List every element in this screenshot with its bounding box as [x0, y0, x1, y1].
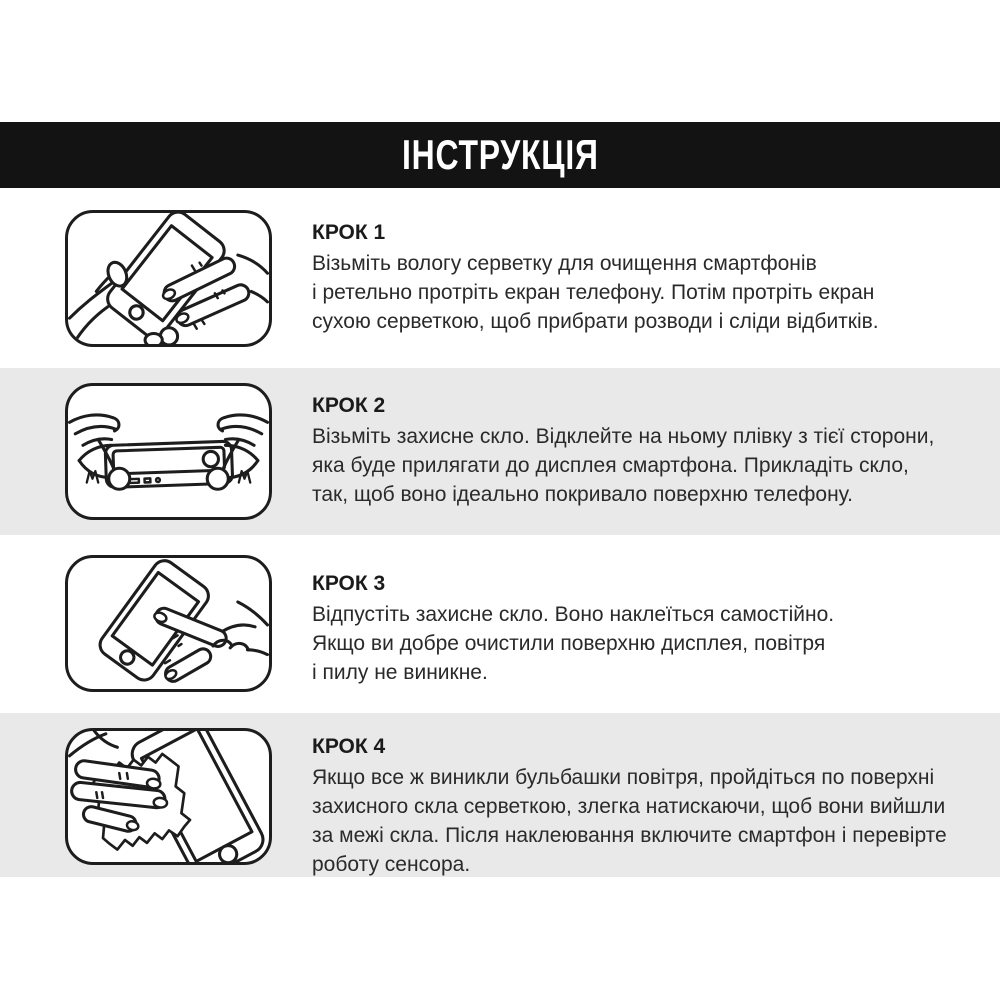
step-1-text: [312, 221, 879, 368]
step-3-line-1: Відпустіть захисне скло. Воно наклеїться самостійно.: [312, 603, 835, 626]
step-2-illustration: [65, 383, 272, 520]
step-1-illustration: [65, 210, 272, 347]
wipe-phone-icon: [68, 213, 269, 344]
step-2-line-1: Візьміть захисне скло. Відклейте на ньому плівку з тієї сторони,: [312, 425, 935, 448]
step-1-line-1: Візьміть вологу серветку для очищення смартфонів: [312, 252, 817, 275]
step-3-heading: КРОК 3: [312, 572, 386, 595]
step-section-3: [0, 535, 1000, 713]
step-2-heading: КРОК 2: [312, 394, 386, 417]
step-3-illustration: [65, 555, 272, 692]
step-2-line-2: яка буде прилягати до дисплея смартфона. Прикладіть скло,: [312, 454, 909, 477]
step-4-line-3: за межі скла. Після наклеювання включите смартфон і перевірте: [312, 824, 947, 847]
step-3-line-2: Якщо ви добре очистили поверхню дисплея, повітря: [312, 632, 826, 655]
step-4-line-2: захисного скла серветкою, злегка натискаючи, щоб вони вийшли: [312, 795, 946, 818]
step-1-line-3: сухою серветкою, щоб прибрати розводи і сліди відбитків.: [312, 310, 879, 333]
page-title: ІНСТРУКЦІЯ: [401, 131, 599, 178]
steps-container: [0, 188, 1000, 877]
step-section-4: [0, 713, 1000, 877]
step-1-heading: КРОК 1: [312, 221, 386, 244]
step-3-line-3: і пилу не виникне.: [312, 661, 488, 684]
step-section-1: [0, 188, 1000, 368]
step-4-line-1: Якщо все ж виникли бульбашки повітря, пройдіться по поверхні: [312, 766, 935, 789]
step-1-line-2: і ретельно протріть екран телефону. Потім протріть екран: [312, 281, 875, 304]
title-banner: [0, 122, 1000, 188]
step-4-line-4: роботу сенсора.: [312, 853, 471, 876]
step-4-illustration: [65, 728, 272, 865]
smooth-cloth-icon: [68, 731, 269, 862]
press-glass-icon: [68, 558, 269, 689]
hold-glass-icon: [68, 386, 269, 517]
step-3-text: [312, 572, 834, 713]
step-2-text: [312, 394, 934, 535]
step-section-2: [0, 368, 1000, 535]
step-4-text: [312, 735, 947, 877]
step-2-line-3: так, щоб воно ідеально покривало поверхню телефону.: [312, 483, 853, 506]
step-4-heading: КРОК 4: [312, 735, 386, 758]
